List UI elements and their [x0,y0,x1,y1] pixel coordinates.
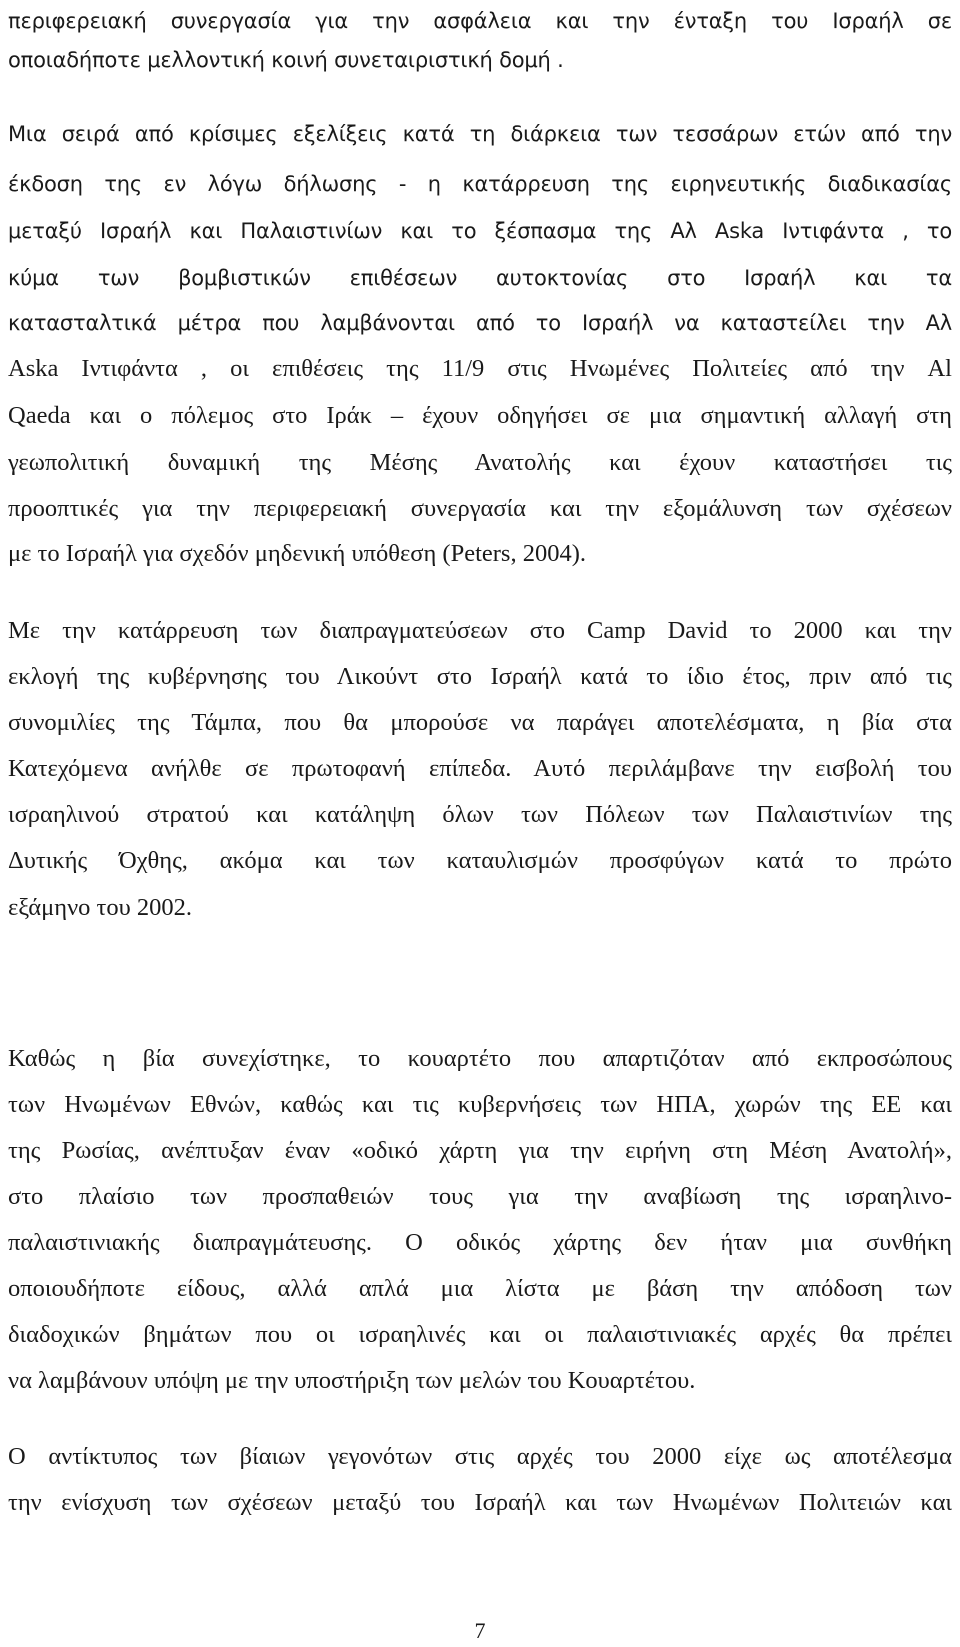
text-line: Qaeda και ο πόλεμος στο Ιράκ – έχουν οδηγήσει σε μια σημαντική αλλαγή στη [8,402,952,429]
text-line: περιφερειακή συνεργασία για την ασφάλεια και την ένταξη του Ισραήλ σε [8,9,952,33]
text-line: Μια σειρά από κρίσιμες εξελίξεις κατά τη διάρκεια των τεσσάρων ετών από την [8,122,952,146]
text-line: οποιουδήποτε είδους, αλλά απλά μια λίστα με βάση την απόδοση των [8,1275,952,1302]
text-line: οποιαδήποτε μελλοντική κοινή συνεταιριστική δομή . [8,48,564,72]
text-line: παλαιστινιακής διαπραγμάτευσης. Ο οδικός χάρτης δεν ήταν μια συνθήκη [8,1229,952,1256]
text-line: συνομιλίες της Τάμπα, που θα μπορούσε να παράγει αποτελέσματα, η βία στα [8,709,952,736]
text-line: Aska Ιντιφάντα , οι επιθέσεις της 11/9 στις Ηνωμένες Πολιτείες από την Al [8,355,952,382]
text-line: με το Ισραήλ για σχεδόν μηδενική υπόθεση (Peters, 2004). [8,540,586,567]
document-page [8,0,952,1647]
text-line: της Ρωσίας, ανέπτυξαν έναν «οδικό χάρτη για την ειρήνη στη Μέση Ανατολή», [8,1137,952,1164]
text-line: την ενίσχυση των σχέσεων μεταξύ του Ισραήλ και των Ηνωμένων Πολιτειών και [8,1489,952,1516]
text-line: Καθώς η βία συνεχίστηκε, το κουαρτέτο που απαρτιζόταν από εκπροσώπους [8,1045,952,1072]
text-line: των Ηνωμένων Εθνών, καθώς και τις κυβερνήσεις των ΗΠΑ, χωρών της ΕΕ και [8,1091,952,1118]
text-line: έκδοση της εν λόγω δήλωσης - η κατάρρευση της ειρηνευτικής διαδικασίας [8,172,952,196]
text-line: να λαμβάνουν υπόψη με την υποστήριξη των μελών του Κουαρτέτου. [8,1367,696,1394]
text-line: κύμα των βομβιστικών επιθέσεων αυτοκτονίας στο Ισραήλ και τα [8,266,952,290]
text-line: Δυτικής Όχθης, ακόμα και των καταυλισμών προσφύγων κατά το πρώτο [8,847,952,874]
text-line: προοπτικές για την περιφερειακή συνεργασία και την εξομάλυνση των σχέσεων [8,495,952,522]
text-line: κατασταλτικά μέτρα που λαμβάνονται από το Ισραήλ να καταστείλει την Αλ [8,311,952,335]
text-line: Με την κατάρρευση των διαπραγματεύσεων στο Camp David το 2000 και την [8,617,952,644]
text-line: διαδοχικών βημάτων που οι ισραηλινές και οι παλαιστινιακές αρχές θα πρέπει [8,1321,952,1348]
text-line: Ο αντίκτυπος των βίαιων γεγονότων στις αρχές του 2000 είχε ως αποτέλεσμα [8,1443,952,1470]
text-line: μεταξύ Ισραήλ και Παλαιστινίων και το ξέσπασμα της Αλ Aska Ιντιφάντα , το [8,219,952,243]
text-line: Κατεχόμενα ανήλθε σε πρωτοφανή επίπεδα. Αυτό περιλάμβανε την εισβολή του [8,755,952,782]
text-line: στο πλαίσιο των προσπαθειών τους για την αναβίωση της ισραηλινο- [8,1183,952,1210]
text-line: γεωπολιτική δυναμική της Μέσης Ανατολής και έχουν καταστήσει τις [8,449,952,476]
page-number: 7 [474,1618,486,1643]
text-line: εξάμηνο του 2002. [8,894,193,921]
text-line: ισραηλινού στρατού και κατάληψη όλων των Πόλεων των Παλαιστινίων της [8,801,952,828]
text-line: εκλογή της κυβέρνησης του Λικούντ στο Ισραήλ κατά το ίδιο έτος, πριν από τις [8,663,952,690]
